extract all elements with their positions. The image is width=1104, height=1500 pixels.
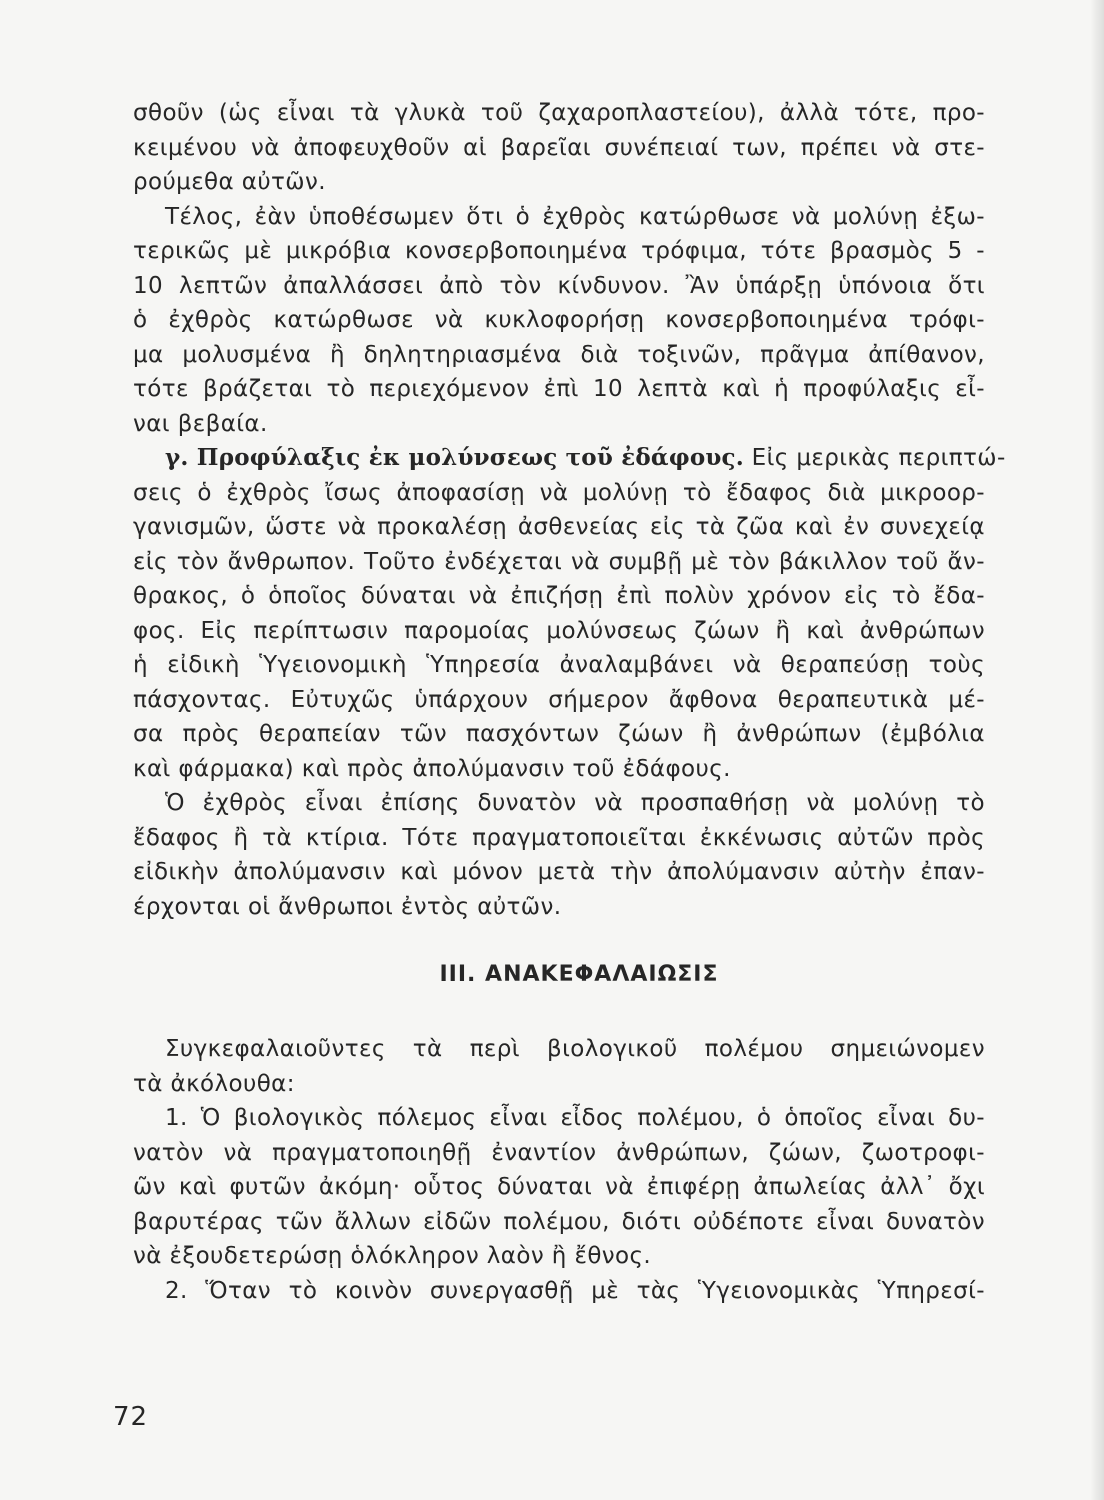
- text-line: μα μολυσμένα ἢ δηλητηριασμένα διὰ τοξινῶν, πρᾶγμα ἀπίθανον,: [133, 341, 985, 368]
- section-heading: III. ΑΝΑΚΕΦΑΛΑΙΩΣΙΣ: [439, 962, 719, 987]
- text-line: 2. Ὅταν τὸ κοινὸν συνεργασθῇ μὲ τὰς Ὑγειονομικὰς Ὑπηρεσί-: [165, 1277, 985, 1304]
- spacer: [133, 924, 985, 958]
- text-line: έρχονται οἱ ἄνθρωποι ἐντὸς αὐτῶν.: [133, 893, 562, 920]
- text-line: ἔδαφος ἢ τὰ κτίρια. Τότε πραγματοποιεῖται ἐκκένωσις αὐτῶν πρὸς: [133, 824, 985, 851]
- paragraph-2: [133, 200, 985, 442]
- paragraph-4: [133, 786, 985, 924]
- text-line: ῶν καὶ φυτῶν ἀκόμη· οὗτος δύναται νὰ ἐπιφέρῃ ἀπωλείας ἀλλ᾽ ὄχι: [133, 1174, 985, 1200]
- text-line: φος. Εἰς περίπτωσιν παρομοίας μολύνσεως ζώων ἢ καὶ ἀνθρώπων: [133, 617, 985, 644]
- text-line: ὁ ἐχθρὸς κατώρθωσε νὰ κυκλοφορήσῃ κονσερβοποιημένα τρόφι-: [133, 307, 985, 333]
- text-span: Εἰς μερικὰς περιπτώ-: [743, 445, 1006, 471]
- paragraph-1: [133, 96, 985, 200]
- text-body: [133, 96, 1006, 1308]
- text-line: ρούμεθα αὐτῶν.: [133, 169, 326, 195]
- summary-item-1: [133, 1101, 985, 1274]
- page-number: 72: [113, 1402, 149, 1432]
- paragraph-3: [133, 441, 1006, 786]
- page-edge-shadow: [1090, 0, 1104, 1500]
- text-line: γανισμῶν, ὥστε νὰ προκαλέσῃ ἀσθενείας εἰς τὰ ζῶα καὶ ἐν συνεχείᾳ: [133, 514, 985, 540]
- text-line: 10 λεπτῶν ἀπαλλάσσει ἀπὸ τὸν κίνδυνον. Ἂν ὑπάρξῃ ὑπόνοια ὅτι: [133, 272, 985, 299]
- text-line: σεις ὁ ἐχθρὸς ἴσως ἀποφασίσῃ νὰ μολύνῃ τὸ ἔδαφος διὰ μικροορ-: [133, 479, 985, 506]
- text-line: τὰ ἀκόλουθα:: [133, 1070, 295, 1097]
- text-line: νὰ ἐξουδετερώσῃ ὁλόκληρον λαὸν ἢ ἔθνος.: [133, 1243, 652, 1269]
- text-line: τερικῶς μὲ μικρόβια κονσερβοποιημένα τρόφιμα, τότε βρασμὸς 5 -: [133, 238, 985, 264]
- text-line: τότε βράζεται τὸ περιεχόμενον ἐπὶ 10 λεπτὰ καὶ ἡ προφύλαξις εἶ-: [133, 376, 985, 402]
- text-line: κειμένου νὰ ἀποφευχθοῦν αἱ βαρεῖαι συνέπειαί των, πρέπει νὰ στε-: [133, 134, 985, 161]
- text-line: Τέλος, ἐὰν ὑποθέσωμεν ὅτι ὁ ἐχθρὸς κατώρθωσε νὰ μολύνῃ ἐξω-: [165, 203, 985, 230]
- text-line: νατὸν νὰ πραγματοποιηθῇ ἐναντίον ἀνθρώπων, ζώων, ζωοτροφι-: [133, 1139, 985, 1166]
- text-line: πάσχοντας. Εὐτυχῶς ὑπάρχουν σήμερον ἄφθονα θεραπευτικὰ μέ-: [133, 686, 985, 713]
- spacer: [133, 992, 985, 1032]
- text-line: ἡ εἰδικὴ Ὑγειονομικὴ Ὑπηρεσία ἀναλαμβάνει νὰ θεραπεύσῃ τοὺς: [133, 652, 985, 678]
- summary-intro: [133, 1032, 985, 1101]
- text-line: ναι βεβαία.: [133, 410, 268, 437]
- text-line: Συγκεφαλαιοῦντες τὰ περὶ βιολογικοῦ πολέμου σημειώνομεν: [165, 1036, 985, 1062]
- text-line: Ὁ ἐχθρὸς εἶναι ἐπίσης δυνατὸν νὰ προσπαθήσῃ νὰ μολύνῃ τὸ: [165, 790, 985, 816]
- text-line: καὶ φάρμακα) καὶ πρὸς ἀπολύμανσιν τοῦ ἐδάφους.: [133, 755, 731, 782]
- text-line: σθοῦν (ὡς εἶναι τὰ γλυκὰ τοῦ ζαχαροπλαστείου), ἀλλὰ τότε, προ-: [133, 100, 985, 126]
- text-line: 1. Ὁ βιολογικὸς πόλεμος εἶναι εἶδος πολέμου, ὁ ὁποῖος εἶναι δυ-: [165, 1105, 985, 1131]
- subheading-soil-protection: γ. Προφύλαξις ἐκ μολύνσεως τοῦ ἐδάφους.: [165, 444, 744, 471]
- text-line: βαρυτέρας τῶν ἄλλων εἰδῶν πολέμου, διότι οὐδέποτε εἶναι δυνατὸν: [133, 1208, 985, 1235]
- summary-item-2: [133, 1274, 985, 1309]
- text-line: εἰδικὴν ἀπολύμανσιν καὶ μόνον μετὰ τὴν ἀπολύμανσιν αὐτὴν ἐπαν-: [133, 859, 985, 885]
- text-line: εἰς τὸν ἄνθρωπον. Τοῦτο ἐνδέχεται νὰ συμβῇ μὲ τὸν βάκιλλον τοῦ ἄν-: [133, 548, 985, 575]
- text-line: θρακος, ὁ ὁποῖος δύναται νὰ ἐπιζήσῃ ἐπὶ πολὺν χρόνον εἰς τὸ ἔδα-: [133, 583, 985, 609]
- text-line: σα πρὸς θεραπείαν τῶν πασχόντων ζώων ἢ ἀνθρώπων (ἐμβόλια: [133, 721, 985, 747]
- text-line: [133, 441, 1006, 476]
